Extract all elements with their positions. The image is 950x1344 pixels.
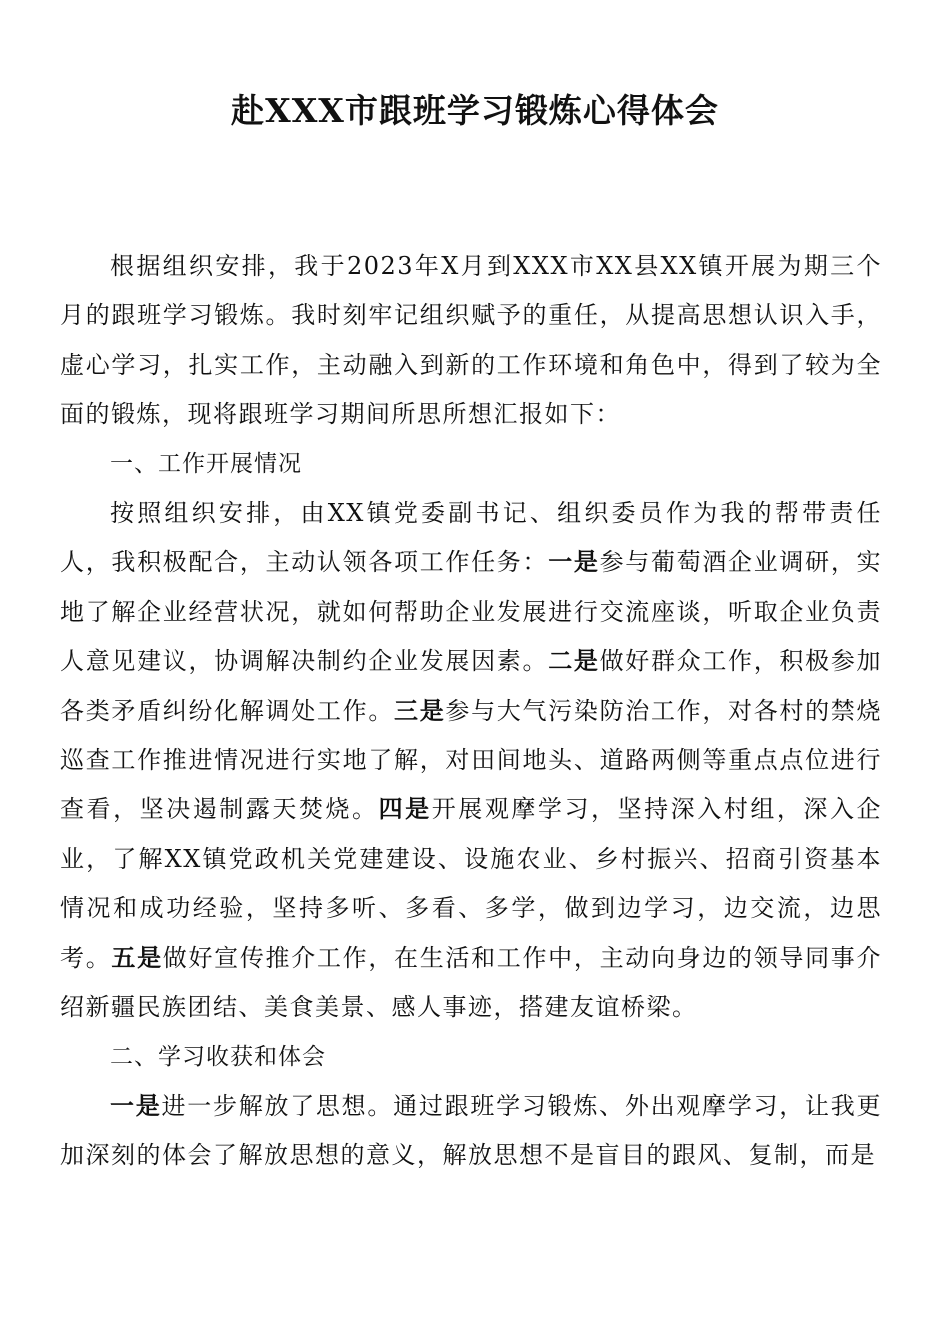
section-heading-work: 一、工作开展情况 — [110, 450, 302, 477]
work-text-4: 开展观摩学习，坚持深入村组，深入企业，了解XX镇党政机关党建建设、设施农业、乡村振兴、招商引资基本情况和成功经验，坚持多听、多看、多学，做到边学习，边交流，边思考。 — [60, 795, 883, 972]
work-text-intro: 按照组织安排，由XX镇党委副书记、组织委员作为我的帮带责任人，我积极配合，主动认领各项工作任务： — [60, 499, 882, 577]
work-lead-5: 五是 — [111, 943, 163, 972]
work-text-1: 参与葡萄酒企业调研，实地了解企业经营状况，就如何帮助企业发展进行交流座谈，听取企业负责人意见建议，协调解决制约企业发展因素。 — [60, 548, 883, 676]
work-text-2: 做好群众工作，积极参加各类矛盾纠纷化解调处工作。 — [60, 647, 883, 725]
work-text-5: 做好宣传推介工作，在生活和工作中，主动向身边的领导同事介绍新疆民族团结、美食美景、感人事迹，搭建友谊桥梁。 — [60, 943, 883, 1022]
work-paragraph — [60, 489, 882, 1032]
document-body — [60, 242, 882, 1181]
gains-paragraph — [60, 1082, 882, 1181]
work-lead-3: 三是 — [394, 696, 446, 725]
work-lead-1: 一是 — [548, 548, 600, 577]
gains-text-1: 进一步解放了思想。通过跟班学习锻炼、外出观摩学习，让我更加深刻的体会了解放思想的意义，解放思想不是盲目的跟风、复制，而是 — [60, 1091, 882, 1170]
work-lead-2: 二是 — [548, 647, 600, 676]
work-text-3: 参与大气污染防治工作，对各村的禁烧巡查工作推进情况进行实地了解，对田间地头、道路两侧等重点点位进行查看，坚决遏制露天焚烧。 — [60, 696, 883, 824]
work-lead-4: 四是 — [378, 795, 432, 824]
document-title: 赴XXX市跟班学习锻炼心得体会 — [231, 91, 719, 130]
gains-lead-1: 一是 — [110, 1091, 162, 1120]
section-heading-gains: 二、学习收获和体会 — [110, 1043, 326, 1070]
intro-paragraph: 根据组织安排，我于2023年X月到XXX市XX县XX镇开展为期三个月的跟班学习锻炼。我时刻牢记组织赋予的重任，从提高思想认识入手，虚心学习，扎实工作，主动融入到新的工作环境和角色中，得到了较为全面的锻炼，现将跟班学习期间所思所想汇报如下： — [60, 252, 882, 429]
